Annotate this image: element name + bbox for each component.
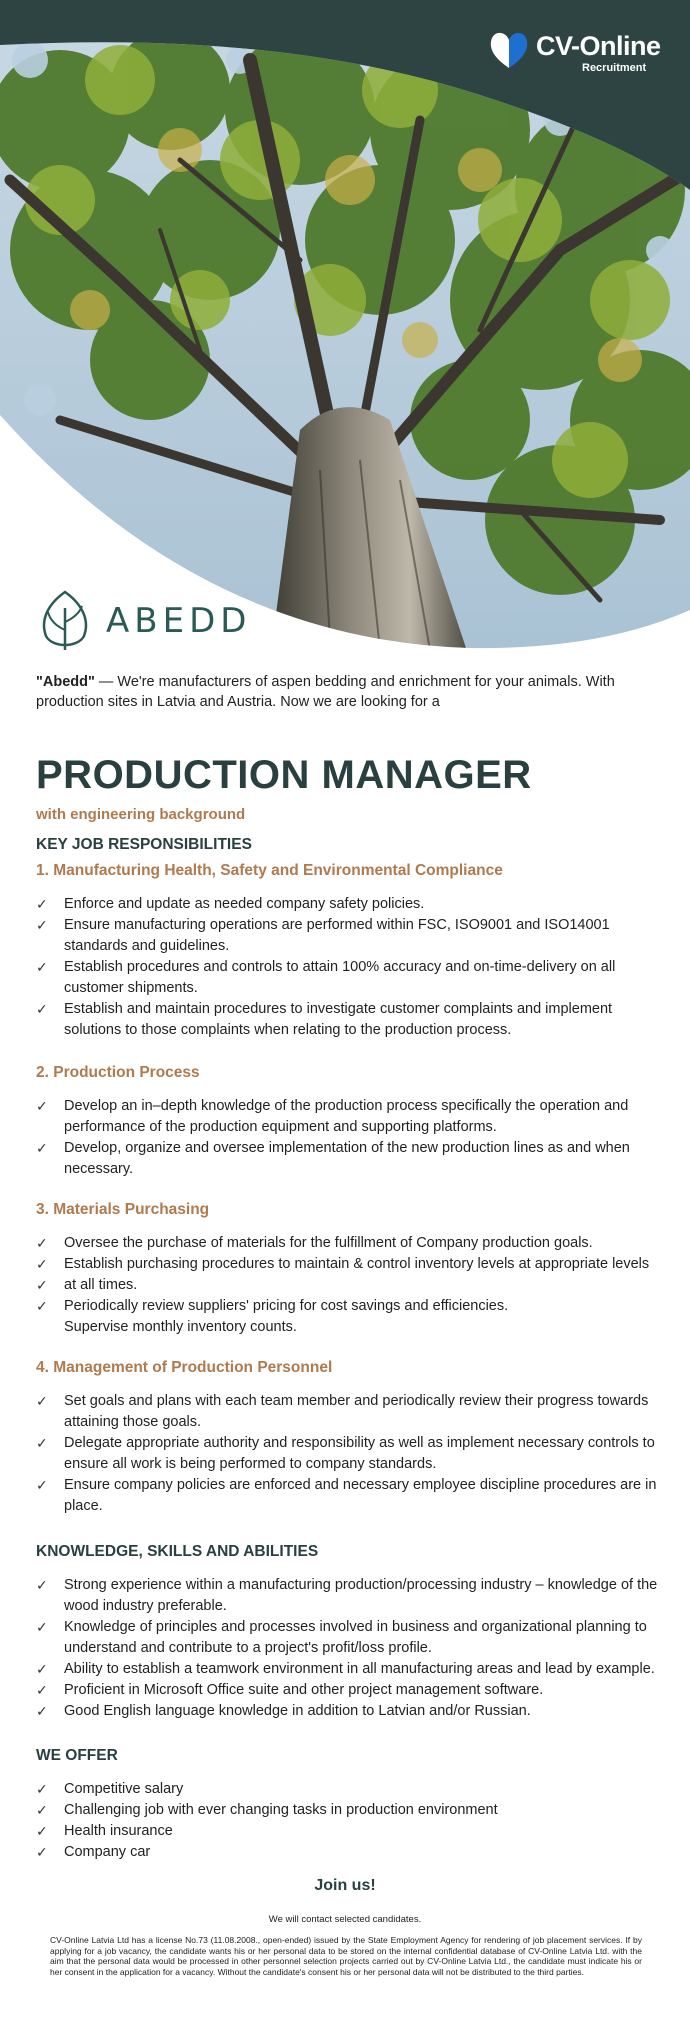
abedd-logo-text: ABEDD (106, 601, 252, 641)
job-title: PRODUCTION MANAGER (36, 753, 532, 797)
section-2-title: 2. Production Process (36, 1064, 200, 1081)
responsibilities-heading: KEY JOB RESPONSIBILITIES (36, 836, 252, 853)
cv-online-heart-icon (488, 30, 530, 70)
list-item: ✓ Enforce and update as needed company safety policies. (36, 894, 661, 915)
list-item: ✓ Health insurance (36, 1821, 661, 1842)
section-2-list (36, 1096, 661, 1180)
list-item: ✓ at all times. (36, 1275, 661, 1296)
section-4-title: 4. Management of Production Personnel (36, 1359, 333, 1376)
abedd-logo (36, 590, 251, 652)
section-1-title: 1. Manufacturing Health, Safety and Environmental Compliance (36, 862, 503, 879)
check-icon: ✓ (36, 1477, 48, 1493)
check-icon: ✓ (36, 1393, 48, 1409)
check-icon: ✓ (36, 1277, 48, 1293)
check-icon: ✓ (36, 1619, 48, 1635)
company-intro (36, 672, 661, 712)
offer-list (36, 1779, 661, 1863)
check-icon: ✓ (36, 1781, 48, 1797)
list-item: ✓ Good English language knowledge in addition to Latvian and/or Russian. (36, 1701, 661, 1722)
list-item: ✓ Strong experience within a manufacturing production/processing industry – knowledge of the wood industry preferable. (36, 1577, 658, 1614)
list-item: ✓ Establish purchasing procedures to maintain & control inventory levels at appropriate levels (36, 1254, 661, 1275)
check-icon: ✓ (36, 1140, 48, 1156)
check-icon: ✓ (36, 1098, 48, 1114)
section-3-title: 3. Materials Purchasing (36, 1201, 210, 1218)
section-1-list (36, 894, 661, 1041)
list-item: ✓ Establish procedures and controls to attain 100% accuracy and on-time-delivery on all customer shipments. (36, 959, 616, 996)
list-item: ✓ Develop, organize and oversee implementation of the new production lines as and when necessary. (36, 1140, 630, 1177)
check-icon: ✓ (36, 1802, 48, 1818)
list-item: ✓ Proficient in Microsoft Office suite and other project management software. (36, 1680, 661, 1701)
check-icon: ✓ (36, 1844, 48, 1860)
section-4-list (36, 1391, 661, 1517)
materials-purchasing-section (36, 1201, 661, 1338)
list-item: ✓ Ensure company policies are enforced and necessary employee discipline procedures are in place. (36, 1477, 657, 1514)
check-icon: ✓ (36, 1235, 48, 1251)
section-3-trailing-line: Supervise monthly inventory counts. (64, 1319, 297, 1335)
hero-tree-image (0, 0, 690, 660)
cv-online-logo[interactable] (488, 30, 661, 74)
list-item: ✓ Periodically review suppliers' pricing for cost savings and efficiencies. (36, 1296, 661, 1317)
list-item: ✓ Competitive salary (36, 1779, 661, 1800)
check-icon: ✓ (36, 1682, 48, 1698)
job-subtitle: with engineering background (36, 806, 246, 823)
personnel-management-section (36, 1359, 661, 1517)
responsibilities-section (36, 836, 661, 1041)
check-icon: ✓ (36, 1298, 48, 1314)
cv-online-brand-sub: Recruitment (582, 62, 647, 74)
offer-heading: WE OFFER (36, 1747, 118, 1764)
check-icon: ✓ (36, 1661, 48, 1677)
check-icon: ✓ (36, 917, 48, 933)
list-item: ✓ Set goals and plans with each team member and periodically review their progress towards attaining those goals. (36, 1393, 649, 1430)
section-3-list (36, 1233, 661, 1317)
intro-section (36, 672, 661, 823)
offer-section (36, 1747, 661, 1863)
check-icon: ✓ (36, 896, 48, 912)
join-us-text: Join us! (314, 1877, 376, 1894)
list-item: ✓ Challenging job with ever changing tasks in production environment (36, 1800, 661, 1821)
list-item: ✓ Oversee the purchase of materials for the fulfillment of Company production goals. (36, 1233, 661, 1254)
company-intro-name: "Abedd" (36, 674, 95, 690)
check-icon: ✓ (36, 1256, 48, 1272)
check-icon: ✓ (36, 1435, 48, 1451)
cv-online-brand-name: CV-Online (536, 31, 661, 61)
check-icon: ✓ (36, 1577, 48, 1593)
list-item: ✓ Knowledge of principles and processes involved in business and organizational planning to understand and contribute to a project's profit/loss profile. (36, 1619, 647, 1656)
leaf-icon (36, 590, 94, 652)
list-item: ✓ Delegate appropriate authority and responsibility as well as implement necessary controls to ensure all work is being performed to company standards. (36, 1435, 655, 1472)
hero-banner (0, 0, 690, 660)
skills-heading: KNOWLEDGE, SKILLS AND ABILITIES (36, 1543, 319, 1560)
list-item: ✓ Ensure manufacturing operations are performed within FSC, ISO9001 and ISO14001 standards and guidelines. (36, 917, 610, 954)
check-icon: ✓ (36, 1001, 48, 1017)
legal-disclaimer: CV-Online Latvia Ltd has a license No.73 (11.08.2008., open-ended) issued by the State Employment Agency for rendering of job placement services. If by applying for a job vacancy, the candidate wants his or her personal data to be stored on the internal confidential database of CV-Online Latvia Ltd. with the aim that the personal data would be processed in other personnel selection projects carried out by CV-Online Latvia Ltd., the candidate must indicate his or her consent in the application for a vacancy. Without the candidate's consent his or her personal data will not be distributed to the third parties. (50, 1935, 642, 1977)
company-intro-text: — We're manufacturers of aspen bedding and enrichment for your animals. With production sites in Latvia and Austria. Now we are looking for a (36, 674, 615, 710)
list-item: ✓ Develop an in–depth knowledge of the production process specifically the operation and performance of the production equipment and supporting platforms. (36, 1098, 629, 1135)
list-item: ✓ Company car (36, 1842, 661, 1863)
contact-note: We will contact selected candidates. (268, 1914, 422, 1925)
check-icon: ✓ (36, 1823, 48, 1839)
skills-list (36, 1575, 661, 1722)
check-icon: ✓ (36, 959, 48, 975)
production-process-section (36, 1064, 661, 1180)
list-item: ✓ Ability to establish a teamwork environment in all manufacturing areas and lead by example. (36, 1659, 661, 1680)
list-item: ✓ Establish and maintain procedures to investigate customer complaints and implement solutions to those complaints when relating to the production process. (36, 1001, 613, 1038)
check-icon: ✓ (36, 1703, 48, 1719)
skills-section (36, 1543, 661, 1722)
